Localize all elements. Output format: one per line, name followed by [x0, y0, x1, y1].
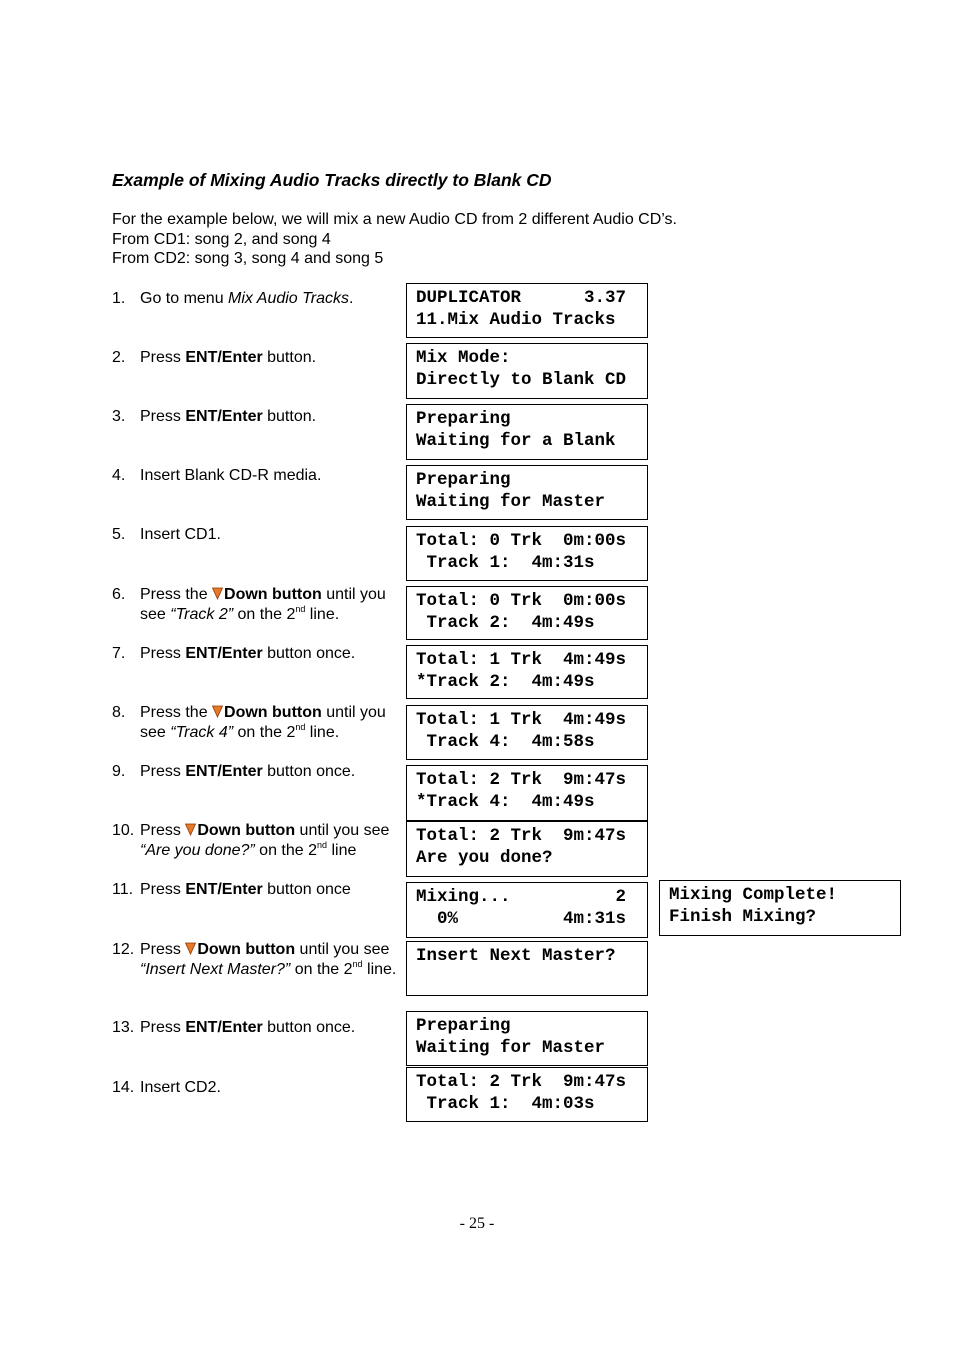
step-text: on the 2	[233, 723, 296, 741]
button-name: Down button	[224, 586, 322, 603]
lcd-display-4	[406, 465, 648, 520]
lcd-line-1: Total: 2 Trk 9m:47s	[416, 770, 627, 790]
step-number: 14.	[112, 1079, 135, 1096]
step-text: on the 2	[233, 605, 296, 623]
lcd-display-2	[406, 343, 648, 399]
lcd-line-1: Insert Next Master?	[416, 946, 616, 966]
lcd-display-11	[406, 882, 648, 938]
step-number: 13.	[112, 1019, 135, 1036]
intro-line-1: For the example below, we will mix a new Audio CD from 2 different Audio CD’s.	[112, 211, 677, 228]
step-text: Press the	[140, 586, 213, 603]
step-text: Press	[140, 1019, 186, 1036]
lcd-line-2: Are you done?	[416, 847, 553, 868]
step-text: Insert CD1.	[140, 526, 221, 543]
quoted-text: “Track 4”	[170, 723, 234, 741]
lcd-display-8	[406, 705, 648, 760]
lcd-display-10	[406, 821, 648, 877]
button-name: ENT/Enter	[185, 763, 263, 780]
step-text: line	[327, 841, 357, 859]
step-text: line.	[305, 723, 340, 741]
step-number: 1.	[112, 290, 126, 307]
step-text: until you see	[140, 586, 386, 623]
button-name: ENT/Enter	[185, 408, 263, 425]
quoted-text: “Insert Next Master?”	[140, 960, 291, 978]
lcd-line-2: 11.Mix Audio Tracks	[416, 309, 616, 330]
step-text: Press	[140, 941, 186, 958]
lcd-line-2: Waiting for Master	[416, 491, 606, 512]
down-arrow-icon	[185, 823, 196, 836]
step-number: 4.	[112, 467, 126, 484]
step-text: Press	[140, 763, 186, 780]
step-text: until you see	[295, 822, 390, 839]
step-text: .	[348, 290, 354, 307]
button-name: Down button	[224, 704, 322, 721]
quoted-text: “Track 2”	[170, 605, 234, 623]
lcd-line-1: DUPLICATOR 3.37	[416, 288, 627, 308]
step-text: Press	[140, 822, 186, 839]
lcd-line-1: Total: 0 Trk 0m:00s	[416, 531, 627, 551]
button-name: ENT/Enter	[185, 349, 263, 366]
lcd-display-13	[406, 1011, 648, 1066]
lcd-line-2: Waiting for Master	[416, 1037, 606, 1058]
button-name: Down button	[197, 941, 296, 958]
superscript: nd	[317, 839, 328, 850]
step-number: 11.	[112, 881, 134, 898]
lcd-line-1: Total: 2 Trk 9m:47s	[416, 826, 627, 846]
lcd-line-1: Preparing	[416, 409, 511, 429]
step-text: button once.	[262, 763, 356, 780]
step-text: until you see	[140, 704, 386, 741]
lcd-display-12	[406, 941, 648, 996]
lcd-line-2: Directly to Blank CD	[416, 369, 627, 390]
step-text: button.	[262, 408, 317, 425]
lcd-line-1: Total: 1 Trk 4m:49s	[416, 710, 627, 730]
menu-name: Mix Audio Tracks	[228, 290, 349, 307]
lcd-line-1: Total: 1 Trk 4m:49s	[416, 650, 627, 670]
step-number: 5.	[112, 526, 126, 543]
button-name: ENT/Enter	[185, 1019, 263, 1036]
lcd-line-1: Total: 2 Trk 9m:47s	[416, 1072, 627, 1092]
lcd-display-1	[406, 283, 648, 338]
step-text: Press	[140, 881, 186, 898]
down-arrow-icon	[212, 705, 223, 718]
step-text: Go to menu	[140, 290, 229, 307]
lcd-display-3	[406, 404, 648, 460]
step-text: line.	[305, 605, 340, 623]
lcd-display-5	[406, 526, 648, 581]
superscript: nd	[295, 721, 306, 732]
step-number: 10.	[112, 822, 135, 839]
step-text: button once.	[262, 1019, 356, 1036]
step-number: 6.	[112, 586, 126, 603]
lcd-display-7	[406, 645, 648, 699]
lcd-line-1: Mixing Complete!	[669, 885, 838, 905]
button-name: ENT/Enter	[185, 645, 263, 662]
down-arrow-icon	[212, 587, 223, 600]
lcd-display-mixing-complete	[659, 880, 901, 936]
step-text: line.	[362, 960, 397, 978]
step-text: Press the	[140, 704, 213, 721]
step-number: 7.	[112, 645, 126, 662]
step-text: Insert CD2.	[140, 1079, 221, 1096]
step-text: Press	[140, 349, 186, 366]
lcd-line-1: Total: 0 Trk 0m:00s	[416, 591, 627, 611]
lcd-display-9	[406, 765, 648, 821]
lcd-line-1: Mixing... 2	[416, 887, 627, 907]
lcd-line-2: 0% 4m:31s	[416, 908, 627, 929]
step-text: until you see	[295, 941, 390, 958]
lcd-line-2: Waiting for a Blank	[416, 430, 616, 451]
lcd-line-2: Track 2: 4m:49s	[416, 612, 595, 633]
lcd-line-2: Track 4: 4m:58s	[416, 731, 595, 752]
step-text: Insert Blank CD-R media.	[140, 467, 322, 484]
step-text: on the 2	[290, 960, 353, 978]
button-name: Down button	[197, 822, 296, 839]
step-number: 2.	[112, 349, 126, 366]
down-arrow-icon	[185, 942, 196, 955]
step-text: on the 2	[254, 841, 318, 859]
lcd-display-14	[406, 1067, 648, 1122]
lcd-line-2: Track 1: 4m:03s	[416, 1093, 595, 1114]
step-text: Press	[140, 408, 186, 425]
lcd-line-2: Finish Mixing?	[669, 906, 817, 927]
section-heading: Example of Mixing Audio Tracks directly to Blank CD	[112, 170, 552, 190]
lcd-line-1: Preparing	[416, 1016, 511, 1036]
superscript: nd	[352, 958, 363, 969]
step-number: 8.	[112, 704, 126, 721]
lcd-line-2: *Track 4: 4m:49s	[416, 791, 595, 812]
step-number: 3.	[112, 408, 126, 425]
step-text: button.	[262, 349, 317, 366]
lcd-line-2: Track 1: 4m:31s	[416, 552, 595, 573]
lcd-line-1: Preparing	[416, 470, 511, 490]
intro-line-3: From CD2: song 3, song 4 and song 5	[112, 250, 384, 267]
step-number: 9.	[112, 763, 126, 780]
step-number: 12.	[112, 941, 135, 958]
step-text: button once.	[262, 645, 356, 662]
quoted-text: “Are you done?”	[140, 841, 255, 859]
button-name: ENT/Enter	[185, 881, 263, 898]
step-text: Press	[140, 645, 186, 662]
step-text: button once	[262, 881, 351, 898]
page-number: - 25 -	[459, 1215, 495, 1232]
lcd-display-6	[406, 586, 648, 640]
lcd-line-1: Mix Mode:	[416, 348, 511, 368]
intro-line-2: From CD1: song 2, and song 4	[112, 231, 331, 248]
superscript: nd	[295, 603, 306, 614]
lcd-line-2: *Track 2: 4m:49s	[416, 671, 595, 692]
